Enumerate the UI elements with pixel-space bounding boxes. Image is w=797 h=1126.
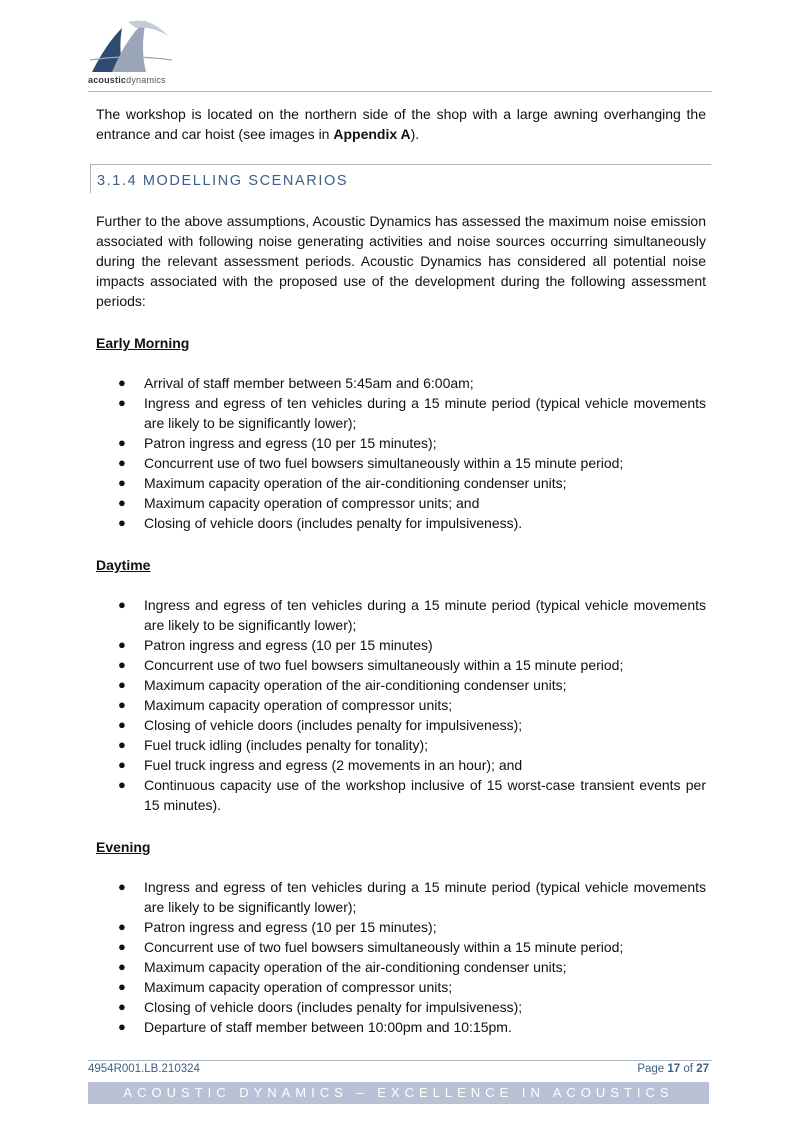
- list-item: ● Concurrent use of two fuel bowsers simultaneously within a 15 minute period;: [118, 455, 624, 471]
- footer-tagline: ACOUSTIC DYNAMICS – EXCELLENCE IN ACOUSTICS: [123, 1085, 674, 1100]
- bullet-icon: ●: [118, 939, 126, 954]
- list-item: ● Maximum capacity operation of the air-conditioning condenser units;: [118, 475, 567, 491]
- bullet-icon: ●: [118, 737, 126, 752]
- document-reference: 4954R001.LB.210324: [88, 1063, 200, 1075]
- bullet-list: [96, 595, 706, 815]
- period-heading: Daytime: [96, 557, 151, 573]
- list-item: ● Maximum capacity operation of the air-conditioning condenser units;: [118, 959, 567, 975]
- section-title: 3.1.4 MODELLING SCENARIOS: [97, 173, 349, 189]
- bullet-icon: ●: [118, 697, 126, 712]
- assessment-paragraph: Further to the above assumptions, Acoustic Dynamics has assessed the maximum noise emission associated with following noise generating activities and noise sources occurring simultaneously during the relevant assessment periods. Acoustic Dynamics has considered all potential noise impacts associated with the proposed use of the development during the following assessment periods:: [96, 213, 706, 309]
- period-daytime: [96, 555, 706, 815]
- bullet-icon: ●: [118, 395, 126, 410]
- list-item: ● Arrival of staff member between 5:45am and 6:00am;: [118, 375, 474, 391]
- list-item: ● Closing of vehicle doors (includes penalty for impulsiveness);: [118, 717, 523, 733]
- bullet-icon: ●: [118, 979, 126, 994]
- list-item: ● Fuel truck idling (includes penalty for tonality);: [118, 737, 429, 753]
- bullet-icon: ●: [118, 677, 126, 692]
- bullet-icon: ●: [118, 475, 126, 490]
- list-item: ● Patron ingress and egress (10 per 15 minutes);: [118, 435, 437, 451]
- list-item: ● Maximum capacity operation of compressor units;: [118, 697, 453, 713]
- bullet-icon: ●: [118, 455, 126, 470]
- list-item: ● Closing of vehicle doors (includes penalty for impulsiveness);: [118, 999, 523, 1015]
- bullet-icon: ●: [118, 757, 126, 772]
- list-item: ● Ingress and egress of ten vehicles during a 15 minute period (typical vehicle movements are likely to be significantly lower);: [118, 879, 706, 915]
- list-item: ● Patron ingress and egress (10 per 15 minutes);: [118, 919, 437, 935]
- list-item: ● Concurrent use of two fuel bowsers simultaneously within a 15 minute period;: [118, 657, 624, 673]
- list-item: ● Patron ingress and egress (10 per 15 minutes): [118, 637, 433, 653]
- appendix-reference: Appendix A: [333, 126, 411, 142]
- header-divider: [88, 91, 712, 92]
- logo-sails-icon: [88, 14, 173, 76]
- list-item: ● Departure of staff member between 10:00pm and 10:15pm.: [118, 1019, 512, 1035]
- period-heading: Evening: [96, 839, 151, 855]
- bullet-icon: ●: [118, 495, 126, 510]
- period-heading: Early Morning: [96, 335, 190, 351]
- footer-banner: [88, 1082, 709, 1104]
- bullet-icon: ●: [118, 657, 126, 672]
- period-early-morning: [96, 333, 706, 533]
- page-indicator: Page 17 of 27: [637, 1063, 709, 1075]
- list-item: ● Ingress and egress of ten vehicles during a 15 minute period (typical vehicle movements are likely to be significantly lower);: [118, 597, 706, 633]
- bullet-list: [96, 877, 706, 1037]
- logo-wordmark: acousticdynamics: [88, 75, 166, 85]
- list-item: ● Concurrent use of two fuel bowsers simultaneously within a 15 minute period;: [118, 939, 624, 955]
- list-item: ● Maximum capacity operation of compressor units; and: [118, 495, 480, 511]
- list-item: ● Continuous capacity use of the workshop inclusive of 15 worst-case transient events per 15 minutes).: [118, 777, 706, 813]
- bullet-icon: ●: [118, 435, 126, 450]
- list-item: ● Ingress and egress of ten vehicles during a 15 minute period (typical vehicle movements are likely to be significantly lower);: [118, 395, 706, 431]
- bullet-icon: ●: [118, 597, 126, 612]
- bullet-icon: ●: [118, 919, 126, 934]
- page-content: [96, 104, 706, 1037]
- bullet-icon: ●: [118, 717, 126, 732]
- bullet-icon: ●: [118, 375, 126, 390]
- bullet-icon: ●: [118, 959, 126, 974]
- bullet-icon: ●: [118, 515, 126, 530]
- list-item: ● Fuel truck ingress and egress (2 movements in an hour); and: [118, 757, 523, 773]
- period-evening: [96, 837, 706, 1037]
- bullet-list: [96, 373, 706, 533]
- intro-paragraph: The workshop is located on the northern side of the shop with a large awning overhanging the entrance and car hoist (see images in Appendix A).: [96, 106, 706, 142]
- company-logo: [88, 14, 173, 92]
- footer-divider: [88, 1060, 712, 1061]
- bullet-icon: ●: [118, 777, 126, 792]
- list-item: ● Maximum capacity operation of compressor units;: [118, 979, 453, 995]
- section-heading: [90, 164, 711, 193]
- bullet-icon: ●: [118, 999, 126, 1014]
- bullet-icon: ●: [118, 879, 126, 894]
- bullet-icon: ●: [118, 637, 126, 652]
- list-item: ● Closing of vehicle doors (includes penalty for impulsiveness).: [118, 515, 523, 531]
- bullet-icon: ●: [118, 1019, 126, 1034]
- list-item: ● Maximum capacity operation of the air-conditioning condenser units;: [118, 677, 567, 693]
